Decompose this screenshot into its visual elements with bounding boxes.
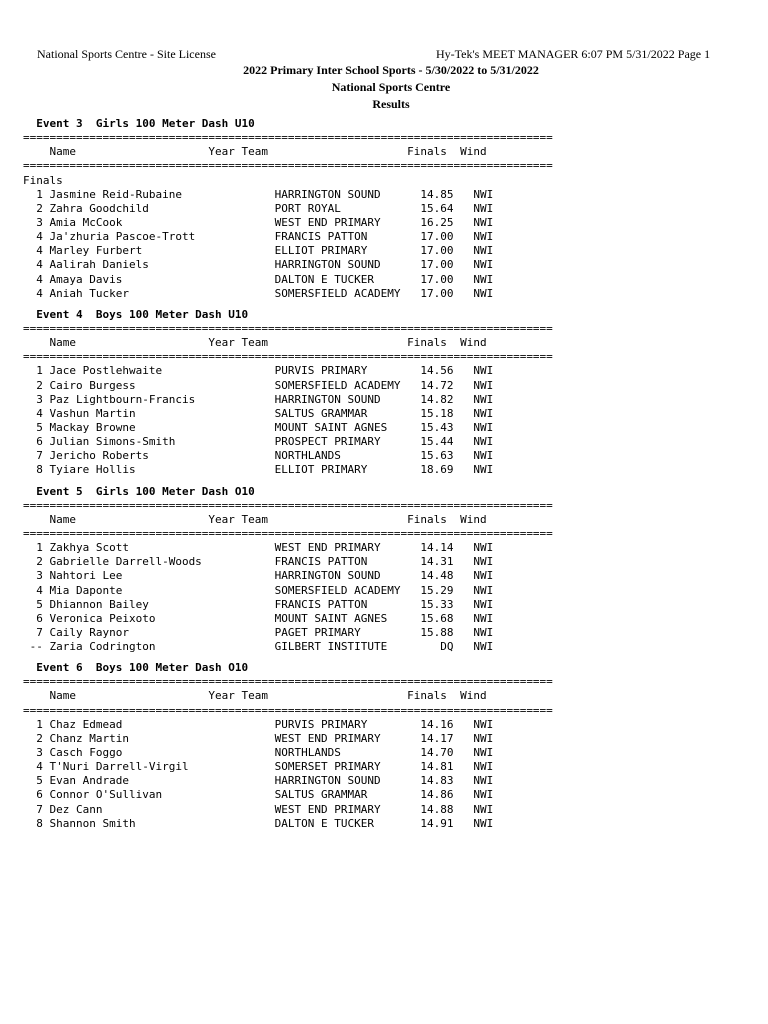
result-row: 3 Paz Lightbourn-Francis HARRINGTON SOUND 14.82 NWI: [23, 392, 494, 406]
rule-line: ================================================================================: [23, 526, 553, 540]
result-row: 7 Dez Cann WEST END PRIMARY 14.88 NWI: [23, 802, 494, 816]
result-row: 2 Cairo Burgess SOMERSFIELD ACADEMY 14.72 NWI: [23, 378, 494, 392]
result-row: 5 Evan Andrade HARRINGTON SOUND 14.83 NWI: [23, 774, 494, 788]
column-header: Name Year Team Finals Wind: [23, 336, 487, 350]
results-heading: Results: [372, 97, 410, 111]
result-row: 4 Marley Furbert ELLIOT PRIMARY 17.00 NWI: [23, 244, 494, 258]
result-row: 1 Jasmine Reid-Rubaine HARRINGTON SOUND 14.85 NWI: [23, 187, 494, 201]
rule-line: ================================================================================: [23, 498, 553, 512]
result-row: 1 Jace Postlehwaite PURVIS PRIMARY 14.56 NWI: [23, 364, 494, 378]
event-title: Event 5 Girls 100 Meter Dash O10: [23, 484, 255, 498]
event-gap: [23, 654, 553, 661]
meet-title: 2022 Primary Inter School Sports - 5/30/2022 to 5/31/2022: [243, 63, 539, 77]
result-row: 7 Caily Raynor PAGET PRIMARY 15.88 NWI: [23, 625, 494, 639]
event-title: Event 6 Boys 100 Meter Dash O10: [23, 661, 249, 675]
column-header: Name Year Team Finals Wind: [23, 145, 487, 159]
result-row: 4 Amaya Davis DALTON E TUCKER 17.00 NWI: [23, 272, 494, 286]
result-row: 2 Zahra Goodchild PORT ROYAL 15.64 NWI: [23, 201, 494, 215]
site-license-label: National Sports Centre - Site License: [37, 47, 216, 61]
event-gap: [23, 301, 553, 308]
result-row: -- Zaria Codrington GILBERT INSTITUTE DQ NWI: [23, 640, 494, 654]
rule-line: ================================================================================: [23, 321, 553, 335]
event-title: Event 4 Boys 100 Meter Dash U10: [23, 307, 249, 321]
event-gap: [23, 478, 553, 485]
result-row: 4 Aniah Tucker SOMERSFIELD ACADEMY 17.00 NWI: [23, 286, 494, 300]
rule-line: ================================================================================: [23, 675, 553, 689]
results-listing: [23, 117, 553, 831]
rule-line: ================================================================================: [23, 703, 553, 717]
rule-line: ================================================================================: [23, 159, 553, 173]
result-row: 4 Ja'zhuria Pascoe-Trott FRANCIS PATTON 17.00 NWI: [23, 230, 494, 244]
meet-manager-stamp: Hy-Tek's MEET MANAGER 6:07 PM 5/31/2022 Page 1: [436, 47, 711, 61]
result-row: 2 Gabrielle Darrell-Woods FRANCIS PATTON 14.31 NWI: [23, 555, 494, 569]
result-row: 4 Vashun Martin SALTUS GRAMMAR 15.18 NWI: [23, 406, 494, 420]
result-row: 1 Chaz Edmead PURVIS PRIMARY 14.16 NWI: [23, 717, 494, 731]
result-row: 3 Casch Foggo NORTHLANDS 14.70 NWI: [23, 746, 494, 760]
result-row: 8 Tyiare Hollis ELLIOT PRIMARY 18.69 NWI: [23, 463, 494, 477]
result-row: 4 Mia Daponte SOMERSFIELD ACADEMY 15.29 NWI: [23, 583, 494, 597]
result-row: 4 Aalirah Daniels HARRINGTON SOUND 17.00 NWI: [23, 258, 494, 272]
result-row: 7 Jericho Roberts NORTHLANDS 15.63 NWI: [23, 449, 494, 463]
venue-name: National Sports Centre: [331, 80, 451, 94]
round-label: Finals: [23, 173, 63, 187]
column-header: Name Year Team Finals Wind: [23, 512, 487, 526]
result-row: 6 Connor O'Sullivan SALTUS GRAMMAR 14.86 NWI: [23, 788, 494, 802]
event-title: Event 3 Girls 100 Meter Dash U10: [23, 117, 255, 130]
result-row: 5 Dhiannon Bailey FRANCIS PATTON 15.33 NWI: [23, 597, 494, 611]
rule-line: ================================================================================: [23, 131, 553, 145]
result-row: 6 Veronica Peixoto MOUNT SAINT AGNES 15.68 NWI: [23, 611, 494, 625]
result-row: 6 Julian Simons-Smith PROSPECT PRIMARY 15.44 NWI: [23, 435, 494, 449]
result-row: 5 Mackay Browne MOUNT SAINT AGNES 15.43 NWI: [23, 420, 494, 434]
rule-line: ================================================================================: [23, 350, 553, 364]
result-row: 8 Shannon Smith DALTON E TUCKER 14.91 NWI: [23, 816, 494, 830]
result-row: 4 T'Nuri Darrell-Virgil SOMERSET PRIMARY 14.81 NWI: [23, 760, 494, 774]
result-row: 1 Zakhya Scott WEST END PRIMARY 14.14 NWI: [23, 541, 494, 555]
result-row: 2 Chanz Martin WEST END PRIMARY 14.17 NWI: [23, 731, 494, 745]
result-row: 3 Nahtori Lee HARRINGTON SOUND 14.48 NWI: [23, 569, 494, 583]
result-row: 3 Amia McCook WEST END PRIMARY 16.25 NWI: [23, 215, 494, 229]
column-header: Name Year Team Finals Wind: [23, 689, 487, 703]
